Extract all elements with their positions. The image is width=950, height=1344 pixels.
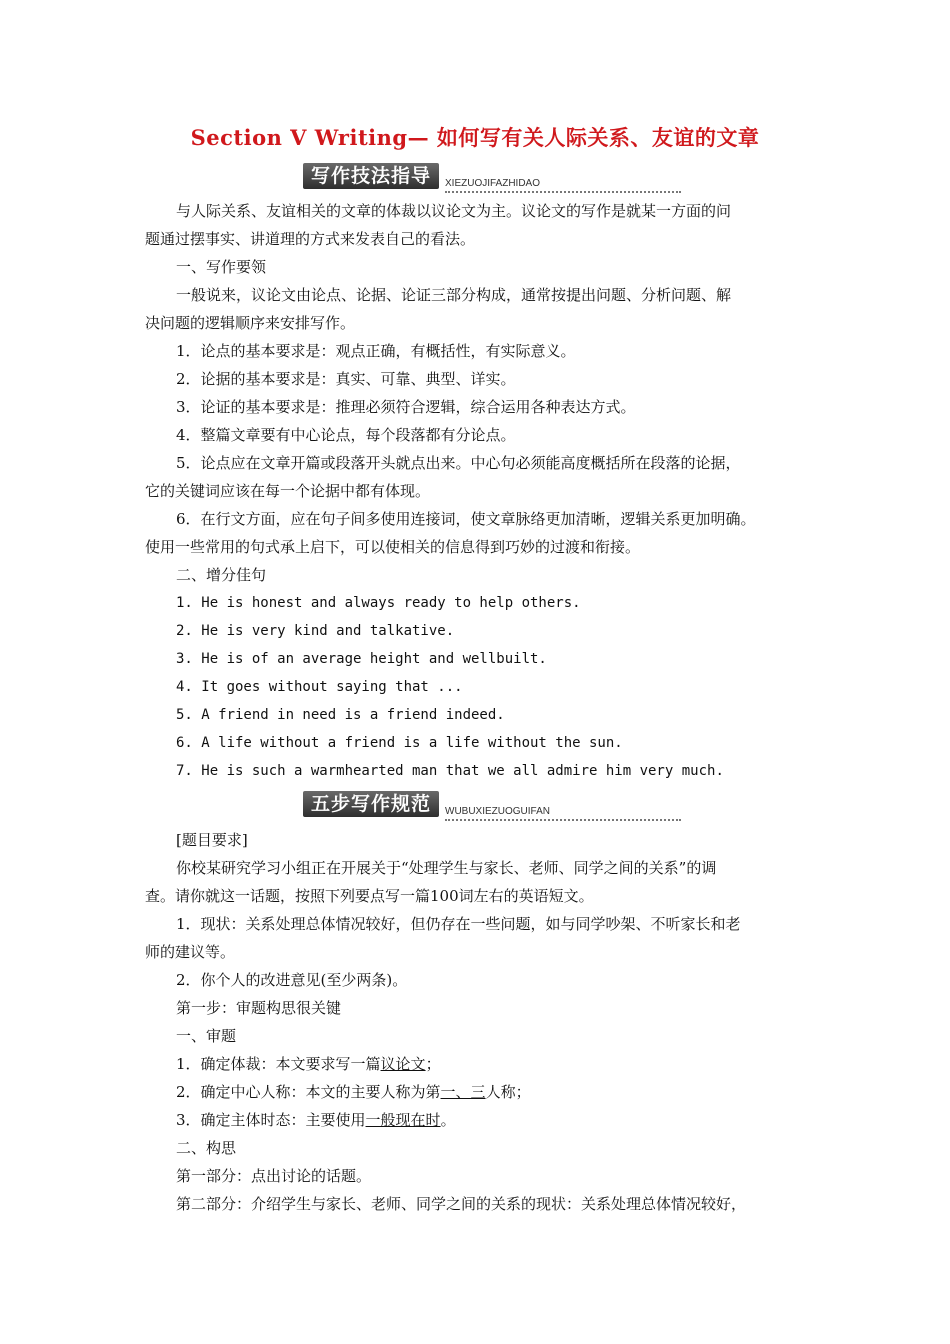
- banner-label: 五步写作规范: [303, 791, 439, 817]
- underlined-answer: 一、三: [440, 1083, 486, 1101]
- item-text: 2．确定中心人称：本文的主要人称为第: [176, 1083, 441, 1101]
- item-text: ；: [425, 1055, 441, 1073]
- point-1: 1．论点的基本要求是：观点正确，有概括性，有实际意义。: [176, 342, 576, 360]
- banner-label: 写作技法指导: [303, 163, 439, 189]
- subsection-heading: 二、构思: [176, 1139, 237, 1157]
- point-4: 4．整篇文章要有中心论点，每个段落都有分论点。: [176, 426, 516, 444]
- point-5: 5．论点应在文章开篇或段落开头就点出来。中心句必须能高度概括所在段落的论据，: [176, 454, 741, 472]
- structure-part-1: 第一部分：点出讨论的话题。: [176, 1167, 372, 1185]
- section-heading: 一、写作要领: [176, 258, 267, 276]
- underlined-answer: 议论文: [380, 1055, 426, 1073]
- sentence-item: 1. He is honest and always ready to help others.: [176, 595, 581, 611]
- intro-line: 题通过摆事实、讲道理的方式来发表自己的看法。: [145, 230, 476, 248]
- point-5-cont: 它的关键词应该在每一个论据中都有体现。: [145, 482, 431, 500]
- underlined-answer: 一般现在时: [365, 1111, 441, 1129]
- page-title: Section Ⅴ Writing— 如何写有关人际关系、友谊的文章: [190, 125, 760, 150]
- point-3: 3．论证的基本要求是：推理必须符合逻辑，综合运用各种表达方式。: [176, 398, 636, 416]
- section-banner-writing-skills: [303, 163, 681, 193]
- item-text: 人称；: [485, 1083, 531, 1101]
- step-heading: 第一步：审题构思很关键: [176, 999, 342, 1017]
- task-line: 师的建议等。: [145, 943, 236, 961]
- task-heading: [题目要求]: [176, 831, 248, 849]
- banner-pinyin: WUBUXIEZUOGUIFAN: [445, 805, 681, 821]
- section-heading: 二、增分佳句: [176, 566, 267, 584]
- sentence-item: 5. A friend in need is a friend indeed.: [176, 707, 505, 723]
- point-6-cont: 使用一些常用的句式承上启下，可以使相关的信息得到巧妙的过渡和衔接。: [145, 538, 641, 556]
- task-line: 1．现状：关系处理总体情况较好，但仍存在一些问题，如与同学吵架、不听家长和老: [176, 915, 741, 933]
- paragraph-line: 一般说来，议论文由论点、论据、论证三部分构成，通常按提出问题、分析问题、解: [176, 286, 732, 304]
- intro-line: 与人际关系、友谊相关的文章的体裁以议论文为主。议论文的写作是就某一方面的问: [176, 202, 732, 220]
- sentence-item: 4. It goes without saying that ...: [176, 679, 463, 695]
- item-text: 3．确定主体时态：主要使用: [176, 1111, 366, 1129]
- sentence-item: 2. He is very kind and talkative.: [176, 623, 455, 639]
- sentence-item: 3. He is of an average height and wellbuilt.: [176, 651, 547, 667]
- sentence-item: 7. He is such a warmhearted man that we all admire him very much.: [176, 763, 724, 779]
- analysis-item-2: [145, 1078, 825, 1106]
- item-text: 1．确定体裁：本文要求写一篇: [176, 1055, 381, 1073]
- subsection-heading: 一、审题: [176, 1027, 237, 1045]
- task-line: 查。请你就这一话题，按照下列要点写一篇100词左右的英语短文。: [145, 887, 594, 905]
- analysis-item-1: [145, 1050, 825, 1078]
- sentence-item: 6. A life without a friend is a life without the sun.: [176, 735, 623, 751]
- point-2: 2．论据的基本要求是：真实、可靠、典型、详实。: [176, 370, 516, 388]
- section-banner-five-steps: [303, 791, 681, 821]
- point-6: 6．在行文方面，应在句子间多使用连接词，使文章脉络更加清晰，逻辑关系更加明确。: [176, 510, 756, 528]
- analysis-item-3: [145, 1106, 825, 1134]
- item-text: 。: [440, 1111, 456, 1129]
- structure-part-2: 第二部分：介绍学生与家长、老师、同学之间的关系的现状：关系处理总体情况较好，: [176, 1195, 747, 1213]
- task-line: 2．你个人的改进意见(至少两条)。: [176, 971, 408, 989]
- paragraph-line: 决问题的逻辑顺序来安排写作。: [145, 314, 356, 332]
- banner-pinyin: XIEZUOJIFAZHIDAO: [445, 177, 681, 193]
- task-line: 你校某研究学习小组正在开展关于“处理学生与家长、老师、同学之间的关系”的调: [176, 859, 717, 877]
